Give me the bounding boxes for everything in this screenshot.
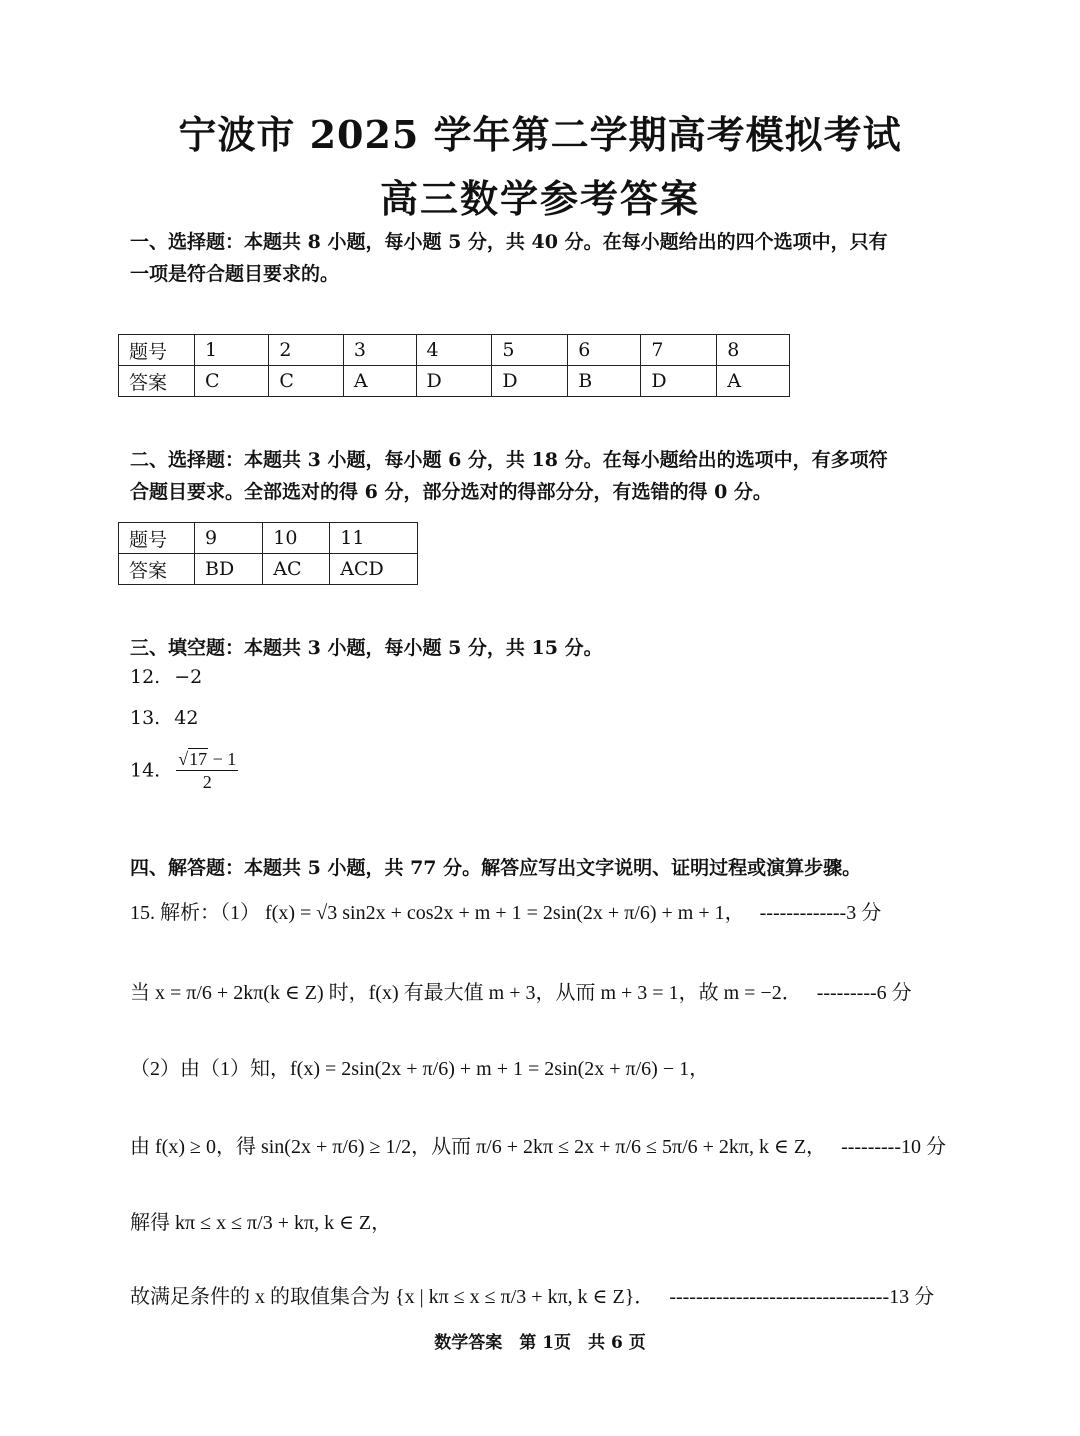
score-marker: ---------6 分 [816, 982, 912, 1004]
question-cell: 1 [195, 335, 269, 366]
row-label-answer: 答案 [119, 554, 195, 585]
question-cell: 3 [343, 335, 416, 366]
score-marker: ---------10 分 [841, 1136, 947, 1158]
answer-cell: AC [263, 554, 330, 585]
section1-heading-line2: 一项是符合题目要求的。 [130, 263, 340, 285]
fill-answer-12 [130, 662, 202, 692]
answer-cell: D [492, 366, 568, 397]
section1-answer-table [118, 334, 790, 397]
page-subtitle: 高三数学参考答案 [379, 176, 700, 221]
solution-text: 故满足条件的 x 的取值集合为 {x | kπ ≤ x ≤ π/3 + kπ, k ∈ Z}． [130, 1286, 655, 1308]
question-cell: 2 [269, 335, 343, 366]
solution-line-4 [130, 1130, 946, 1159]
question-number: 12. [130, 666, 161, 688]
section3-heading: 三、填空题：本题共 3 小题，每小题 5 分，共 15 分。 [130, 637, 603, 659]
question-cell: 7 [641, 335, 717, 366]
question-number: 14. [130, 759, 161, 782]
section2-heading [130, 444, 960, 508]
page-title: 宁波市 2025 学年第二学期高考模拟考试 [178, 112, 902, 157]
solution-line-3 [130, 1052, 709, 1081]
answer-cell: B [568, 366, 641, 397]
score-marker: ---------------------------------13 分 [669, 1286, 935, 1308]
question-cell: 11 [330, 523, 418, 554]
problem-number: 15. 解析：（1） [130, 902, 260, 924]
solution-line-5 [130, 1206, 391, 1235]
page-footer: 数学答案 第 1页 共 6 页 [434, 1333, 646, 1353]
answer-cell: C [269, 366, 343, 397]
solution-text: 由 f(x) ≥ 0，得 sin(2x + π/6) ≥ 1/2，从而 π/6 + 2kπ ≤ 2x + π/6 ≤ 5π/6 + 2kπ, k ∈ Z， [130, 1136, 827, 1158]
section2-heading-line2: 合题目要求。全部选对的得 6 分，部分选对的得部分分，有选错的得 0 分。 [130, 481, 772, 503]
question-cell: 10 [263, 523, 330, 554]
section2-answer-table [118, 522, 418, 585]
question-cell: 9 [195, 523, 263, 554]
fraction-numerator: √17 − 1 [178, 749, 237, 769]
answer-value: −2 [174, 666, 203, 688]
table-row-answers [119, 554, 418, 585]
answer-cell: BD [195, 554, 263, 585]
section1-heading [130, 226, 960, 290]
question-number: 13. [130, 707, 161, 729]
answer-value: 42 [174, 707, 199, 729]
question-cell: 6 [568, 335, 641, 366]
fill-answer-14 [130, 748, 240, 793]
row-label-question: 题号 [119, 523, 195, 554]
section2-heading-line1: 二、选择题：本题共 3 小题，每小题 6 分，共 18 分。在每小题给出的选项中，有多项符 [130, 449, 888, 471]
question-cell: 5 [492, 335, 568, 366]
section1-heading-line1: 一、选择题：本题共 8 小题，每小题 5 分，共 40 分。在每小题给出的四个选项中，只有 [130, 231, 888, 253]
answer-cell: A [717, 366, 790, 397]
answer-cell: D [416, 366, 492, 397]
equation: f(x) = √3 sin2x + cos2x + m + 1 = 2sin(2x + π/6) + m + 1， [265, 902, 745, 924]
answer-cell: ACD [330, 554, 418, 585]
answer-cell: D [641, 366, 717, 397]
solution-line-6 [130, 1280, 934, 1309]
numerator-rest: − 1 [208, 749, 237, 769]
table-row-questions [119, 335, 790, 366]
radicand: 17 [189, 749, 208, 769]
row-label-question: 题号 [119, 335, 195, 366]
answer-cell: A [343, 366, 416, 397]
solution-line-1 [130, 896, 881, 925]
fraction-denominator: 2 [202, 772, 212, 792]
solution-line-2 [130, 976, 912, 1005]
table-row-answers [119, 366, 790, 397]
question-cell: 8 [717, 335, 790, 366]
solution-text: 解得 kπ ≤ x ≤ π/3 + kπ, k ∈ Z， [130, 1212, 392, 1234]
solution-text: （2）由（1）知，f(x) = 2sin(2x + π/6) + m + 1 = 2sin(2x + π/6) − 1， [130, 1058, 710, 1080]
row-label-answer: 答案 [119, 366, 195, 397]
answer-fraction [176, 748, 238, 793]
table-row-questions [119, 523, 418, 554]
solution-text: 当 x = π/6 + 2kπ(k ∈ Z) 时，f(x) 有最大值 m + 3，从而 m + 3 = 1，故 m = −2． [130, 982, 802, 1004]
section4-heading: 四、解答题：本题共 5 小题，共 77 分。解答应写出文字说明、证明过程或演算步骤。 [130, 857, 862, 879]
question-cell: 4 [416, 335, 492, 366]
score-marker: -------------3 分 [759, 902, 882, 924]
answer-cell: C [195, 366, 269, 397]
fill-answer-13 [130, 703, 198, 733]
